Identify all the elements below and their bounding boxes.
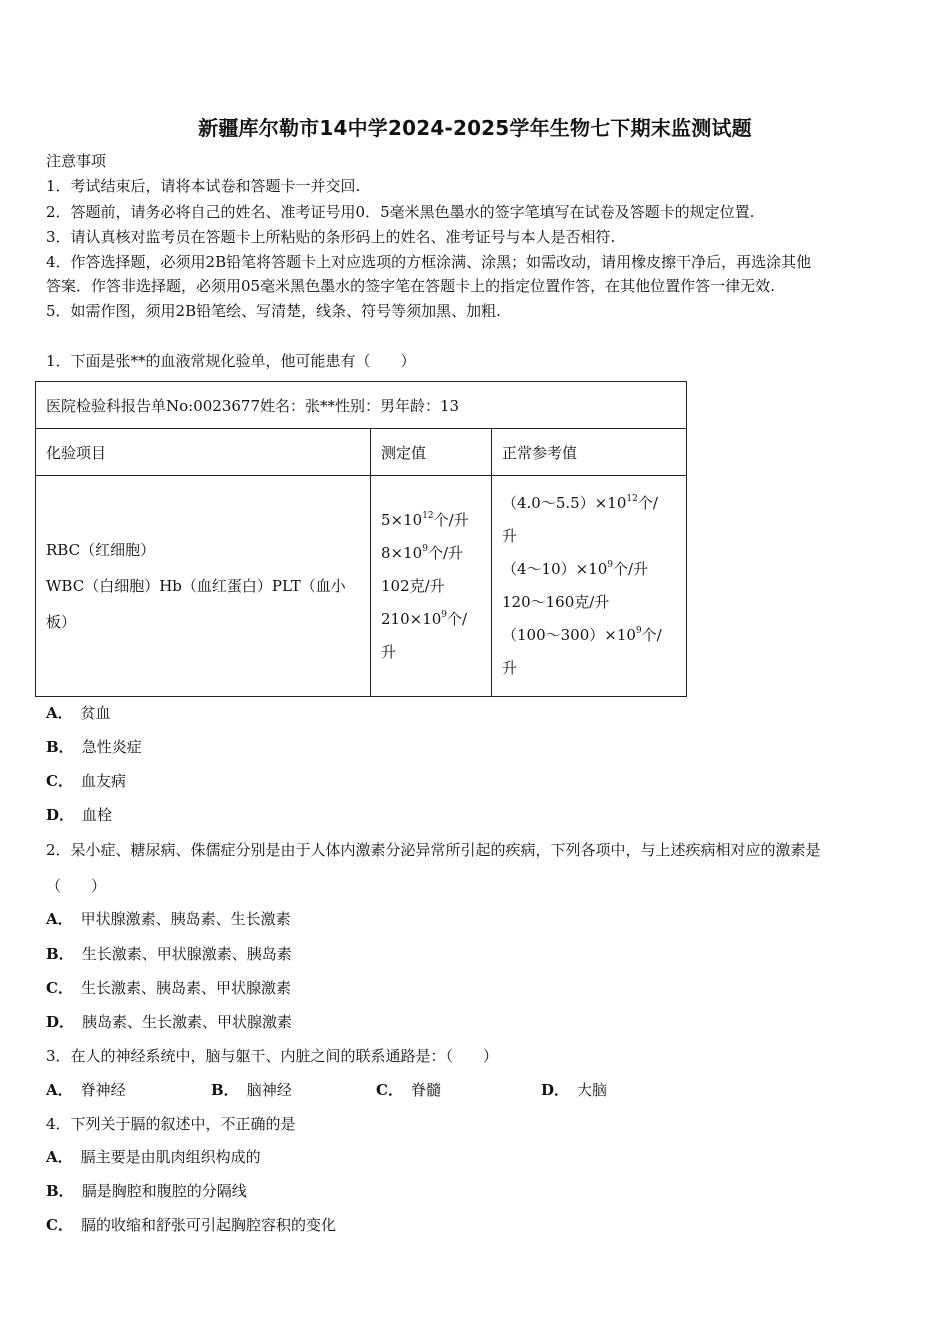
- q4-option-c: C． 膈的收缩和舒张可引起胸腔容积的变化: [46, 1216, 336, 1234]
- report-header: 医院检验科报告单No:0023677姓名：张**性别：男年龄：13: [36, 382, 687, 429]
- column-header-reference: 正常参考值: [492, 429, 687, 476]
- column-header-item: 化验项目: [36, 429, 371, 476]
- q2-option-d: D． 胰岛素、生长激素、甲状腺激素: [46, 1013, 293, 1031]
- q2-option-b: B． 生长激素、甲状腺激素、胰岛素: [46, 945, 292, 963]
- reference-value: $(4\sim 10)\times 10^9$个/升: [502, 560, 649, 578]
- reference-values-cell: [492, 476, 687, 697]
- measured-value: $8\times 10^9$个/升: [381, 543, 463, 562]
- q1-option-b: B． 急性炎症: [46, 738, 142, 756]
- reference-value-cont: 升: [502, 659, 518, 677]
- question-2-stem-cont: （ ）: [46, 877, 107, 895]
- test-item: 板）: [46, 613, 77, 631]
- notice-item: 3．请认真核对监考员在答题卡上所粘贴的条形码上的姓名、准考证号与本人是否相符.: [46, 228, 616, 246]
- q2-option-a: A． 甲状腺激素、胰岛素、生长激素: [46, 910, 291, 928]
- test-item: RBC（红细胞）: [46, 541, 156, 559]
- notice-item: 2．答题前，请务必将自己的姓名、准考证号用0．5毫米黑色墨水的签字笔填写在试卷及答题卡的规定位置.: [46, 203, 755, 221]
- notice-heading: 注意事项: [46, 152, 107, 170]
- reference-value: $(4.0\sim 5.5)\times 10^{12}$个/: [502, 494, 658, 512]
- reference-value-cont: 升: [502, 527, 518, 545]
- q4-option-a: A． 膈主要是由肌肉组织构成的: [46, 1148, 261, 1166]
- notice-item: 1．考试结束后，请将本试卷和答题卡一并交回.: [46, 177, 361, 195]
- reference-value: $(100\sim 300)\times 10^9$个/: [502, 626, 662, 644]
- q1-option-c: C． 血友病: [46, 772, 126, 790]
- test-item: WBC（白细胞）Hb（血红蛋白）PLT（血小: [46, 577, 346, 595]
- q3-option-d: D． 大脑: [541, 1081, 608, 1099]
- notice-item: 答案．作答非选择题，必须用05毫米黑色墨水的签字笔在答题卡上的指定位置作答，在其他位置作答一律无效.: [46, 277, 775, 295]
- q3-option-b: B． 脑神经: [211, 1081, 292, 1099]
- q1-option-d: D． 血栓: [46, 806, 113, 824]
- q3-option-c: C． 脊髓: [376, 1081, 441, 1099]
- q3-option-a: A． 脊神经: [46, 1081, 126, 1099]
- page-title: 新疆库尔勒市14中学2024-2025学年生物七下期末监测试题: [198, 116, 752, 140]
- reference-value: 120～160克/升: [502, 593, 610, 611]
- measured-value-cont: 升: [381, 642, 397, 661]
- measured-values-cell: [371, 476, 492, 697]
- notice-item: 5．如需作图，须用2B铅笔绘、写清楚，线条、符号等须加黑、加粗.: [46, 302, 501, 320]
- notice-item: 4．作答选择题，必须用2B铅笔将答题卡上对应选项的方框涂满、涂黑；如需改动，请用橡皮擦干净后，再选涂其他: [46, 253, 812, 271]
- question-4-stem: 4．下列关于膈的叙述中，不正确的是: [46, 1115, 296, 1133]
- question-1-stem: 1．下面是张**的血液常规化验单，他可能患有（ ）: [46, 352, 416, 370]
- q1-option-a: A． 贫血: [46, 704, 111, 722]
- q2-option-c: C． 生长激素、胰岛素、甲状腺激素: [46, 979, 291, 997]
- blood-test-report-table: [35, 381, 687, 697]
- measured-value: 102克/升: [381, 576, 445, 595]
- question-2-stem: 2．呆小症、糖尿病、侏儒症分别是由于人体内激素分泌异常所引起的疾病，下列各项中，与上述疾病相对应的激素是: [46, 841, 821, 859]
- measured-value: $5\times 10^{12}$个/升: [381, 510, 469, 529]
- column-header-value: 测定值: [371, 429, 492, 476]
- test-items-cell: [36, 476, 371, 697]
- question-3-stem: 3．在人的神经系统中，脑与躯干、内脏之间的联系通路是：（ ）: [46, 1047, 499, 1065]
- q4-option-b: B． 膈是胸腔和腹腔的分隔线: [46, 1182, 247, 1200]
- measured-value: $210\times 10^9$个/: [381, 609, 468, 628]
